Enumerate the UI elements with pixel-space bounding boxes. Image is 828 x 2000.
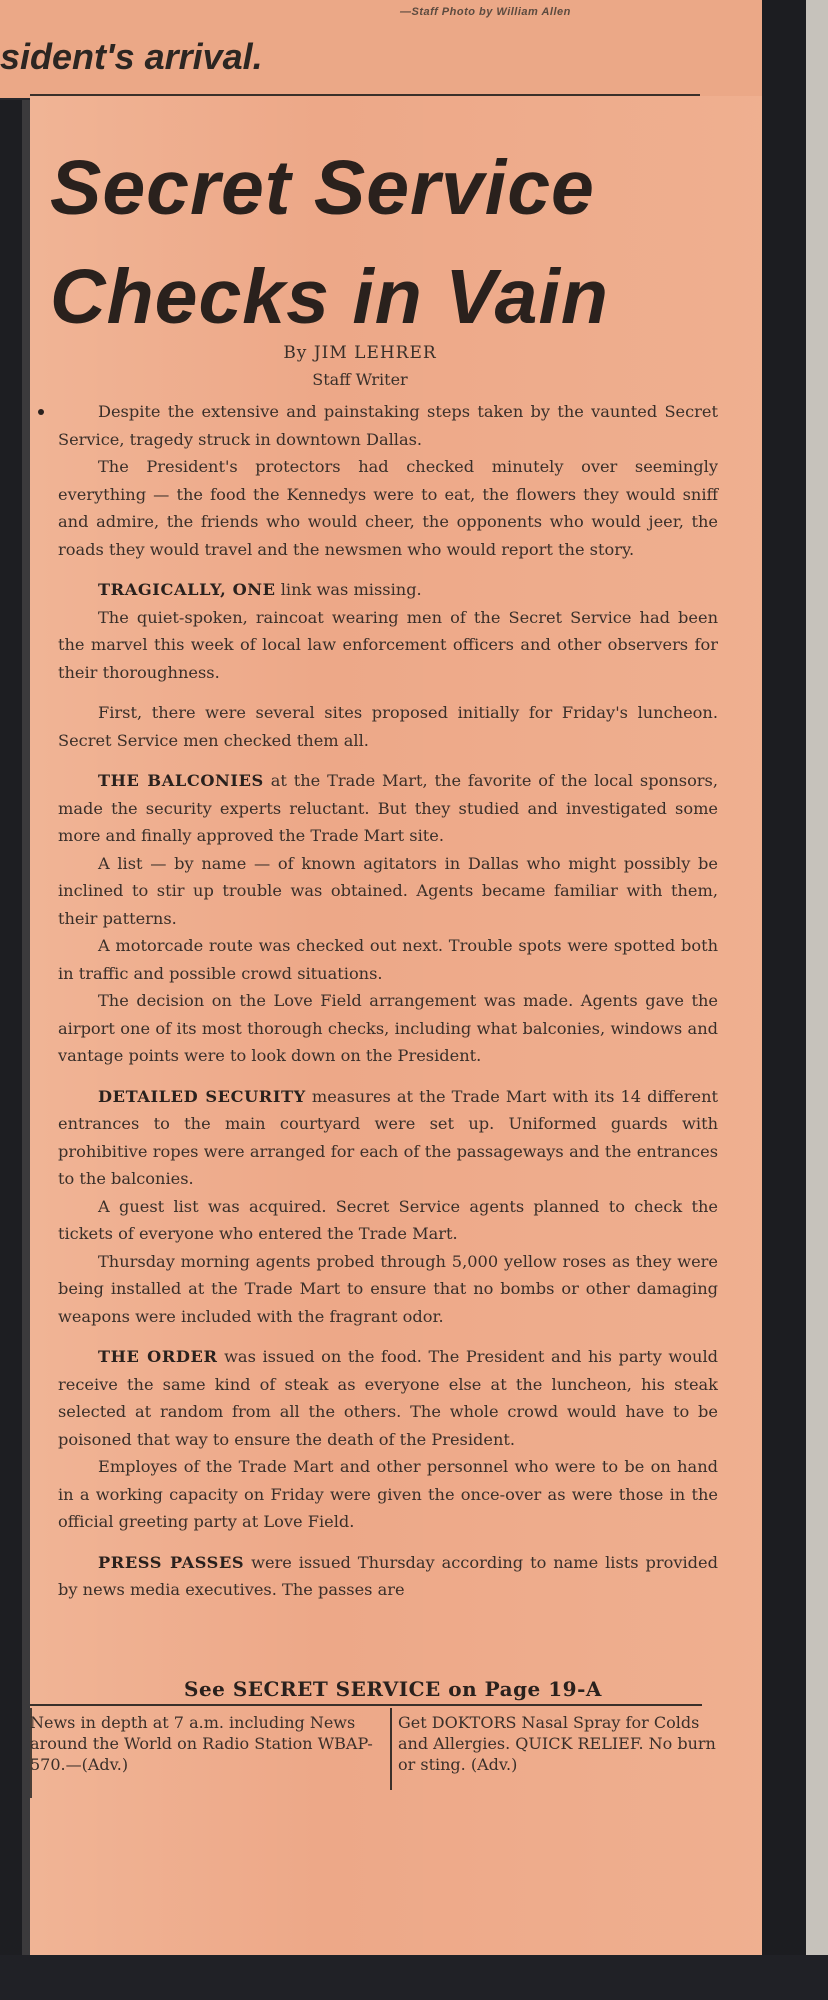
paragraph: THE ORDER was issued on the food. The President and his party would receive the same kind of steak as everyone else at the luncheon, his steak selected at random from all the others. The whole crowd would have to be poisoned that way to ensure the death of the President.	[58, 1347, 718, 1449]
paragraph: PRESS PASSES were issued Thursday according to name lists provided by news media executives. The passes are	[58, 1552, 718, 1599]
subhead: TRAGICALLY, ONE	[98, 580, 276, 599]
paragraph: First, there were several sites proposed initially for Friday's luncheon. Secret Service men checked them all.	[58, 703, 718, 750]
headline-line-2: Checks in Vain	[50, 254, 609, 340]
paragraph: THE BALCONIES at the Trade Mart, the favorite of the local sponsors, made the security experts reluctant. But they studied and investigated some more and finally approved the Trade Mart site.	[58, 771, 719, 845]
promo-radio: News in depth at 7 a.m. including News around the World on Radio Station WBAP-570.—(Adv.)	[30, 1713, 373, 1774]
paragraph: DETAILED SECURITY measures at the Trade Mart with its 14 different entrances to the main courtyard were set up. Uniformed guards with prohibitive ropes were arranged for each of the passageways and the entrances to the balconies.	[58, 1086, 718, 1188]
paragraph: A list — by name — of known agitators in Dallas who might possibly be inclined to stir up trouble was obtained. Agents became familiar with them, their patterns.	[58, 853, 718, 928]
subhead: THE BALCONIES	[98, 771, 264, 790]
photo-caption-fragment: sident's arrival.	[0, 36, 263, 77]
article-body	[58, 398, 718, 1604]
headline	[50, 134, 609, 352]
paragraph: A guest list was acquired. Secret Service agents planned to check the tickets of everyone who entered the Trade Mart.	[58, 1196, 718, 1243]
byline-title: Staff Writer	[312, 370, 408, 389]
paragraph: The President's protectors had checked minutely over seemingly everything — the food the Kennedys were to eat, the flowers they would sniff and admire, the friends who would cheer, the opponents who would jeer, the roads they would travel and the newsmen who would report the story.	[58, 457, 718, 559]
byline-author: By JIM LEHRER	[283, 343, 437, 363]
subhead: PRESS PASSES	[98, 1552, 245, 1572]
paragraph: TRAGICALLY, ONE link was missing.	[98, 580, 422, 599]
promo-divider	[390, 1708, 392, 1790]
paragraph: Thursday morning agents probed through 5,000 yellow roses as they were being installed at the Trade Mart to ensure that no bombs or other damaging weapons were included with the fragrant odor.	[58, 1251, 718, 1326]
paragraph: The decision on the Love Field arrangement was made. Agents gave the airport one of its most thorough checks, including what balconies, windows and vantage points were to look down on the President.	[58, 991, 718, 1065]
paragraph: Employes of the Trade Mart and other personnel who were to be on hand in a working capacity on Friday were given the once-over as were those in the official greeting party at Love Field.	[58, 1457, 718, 1531]
paragraph: A motorcade route was checked out next. Trouble spots were spotted both in traffic and possible crowd situations.	[58, 936, 718, 983]
margin-dot	[38, 409, 44, 415]
jump-line: See SECRET SERVICE on Page 19-A	[184, 1677, 602, 1701]
subhead: DETAILED SECURITY	[98, 1086, 306, 1106]
mount-board-left	[0, 100, 30, 1955]
paragraph: The quiet-spoken, raincoat wearing men of the Secret Service had been the marvel this week of local law enforcement officers and other observers for their thoroughness.	[58, 607, 718, 682]
subhead: THE ORDER	[98, 1347, 218, 1366]
promo-divider-top	[30, 1704, 702, 1706]
photo-credit: —Staff Photo by William Allen	[400, 6, 571, 18]
paragraph: Despite the extensive and painstaking steps taken by the vaunted Secret Service, tragedy struck in downtown Dallas.	[58, 402, 718, 449]
mount-board-bottom	[0, 1955, 828, 2000]
previous-article-strip	[0, 0, 762, 98]
headline-line-1: Secret Service	[50, 145, 595, 231]
promo-nasal-spray: Get DOKTORS Nasal Spray for Colds and Allergies. QUICK RELIEF. No burn or sting. (Adv.)	[398, 1713, 716, 1774]
mount-board-right	[762, 0, 828, 2000]
